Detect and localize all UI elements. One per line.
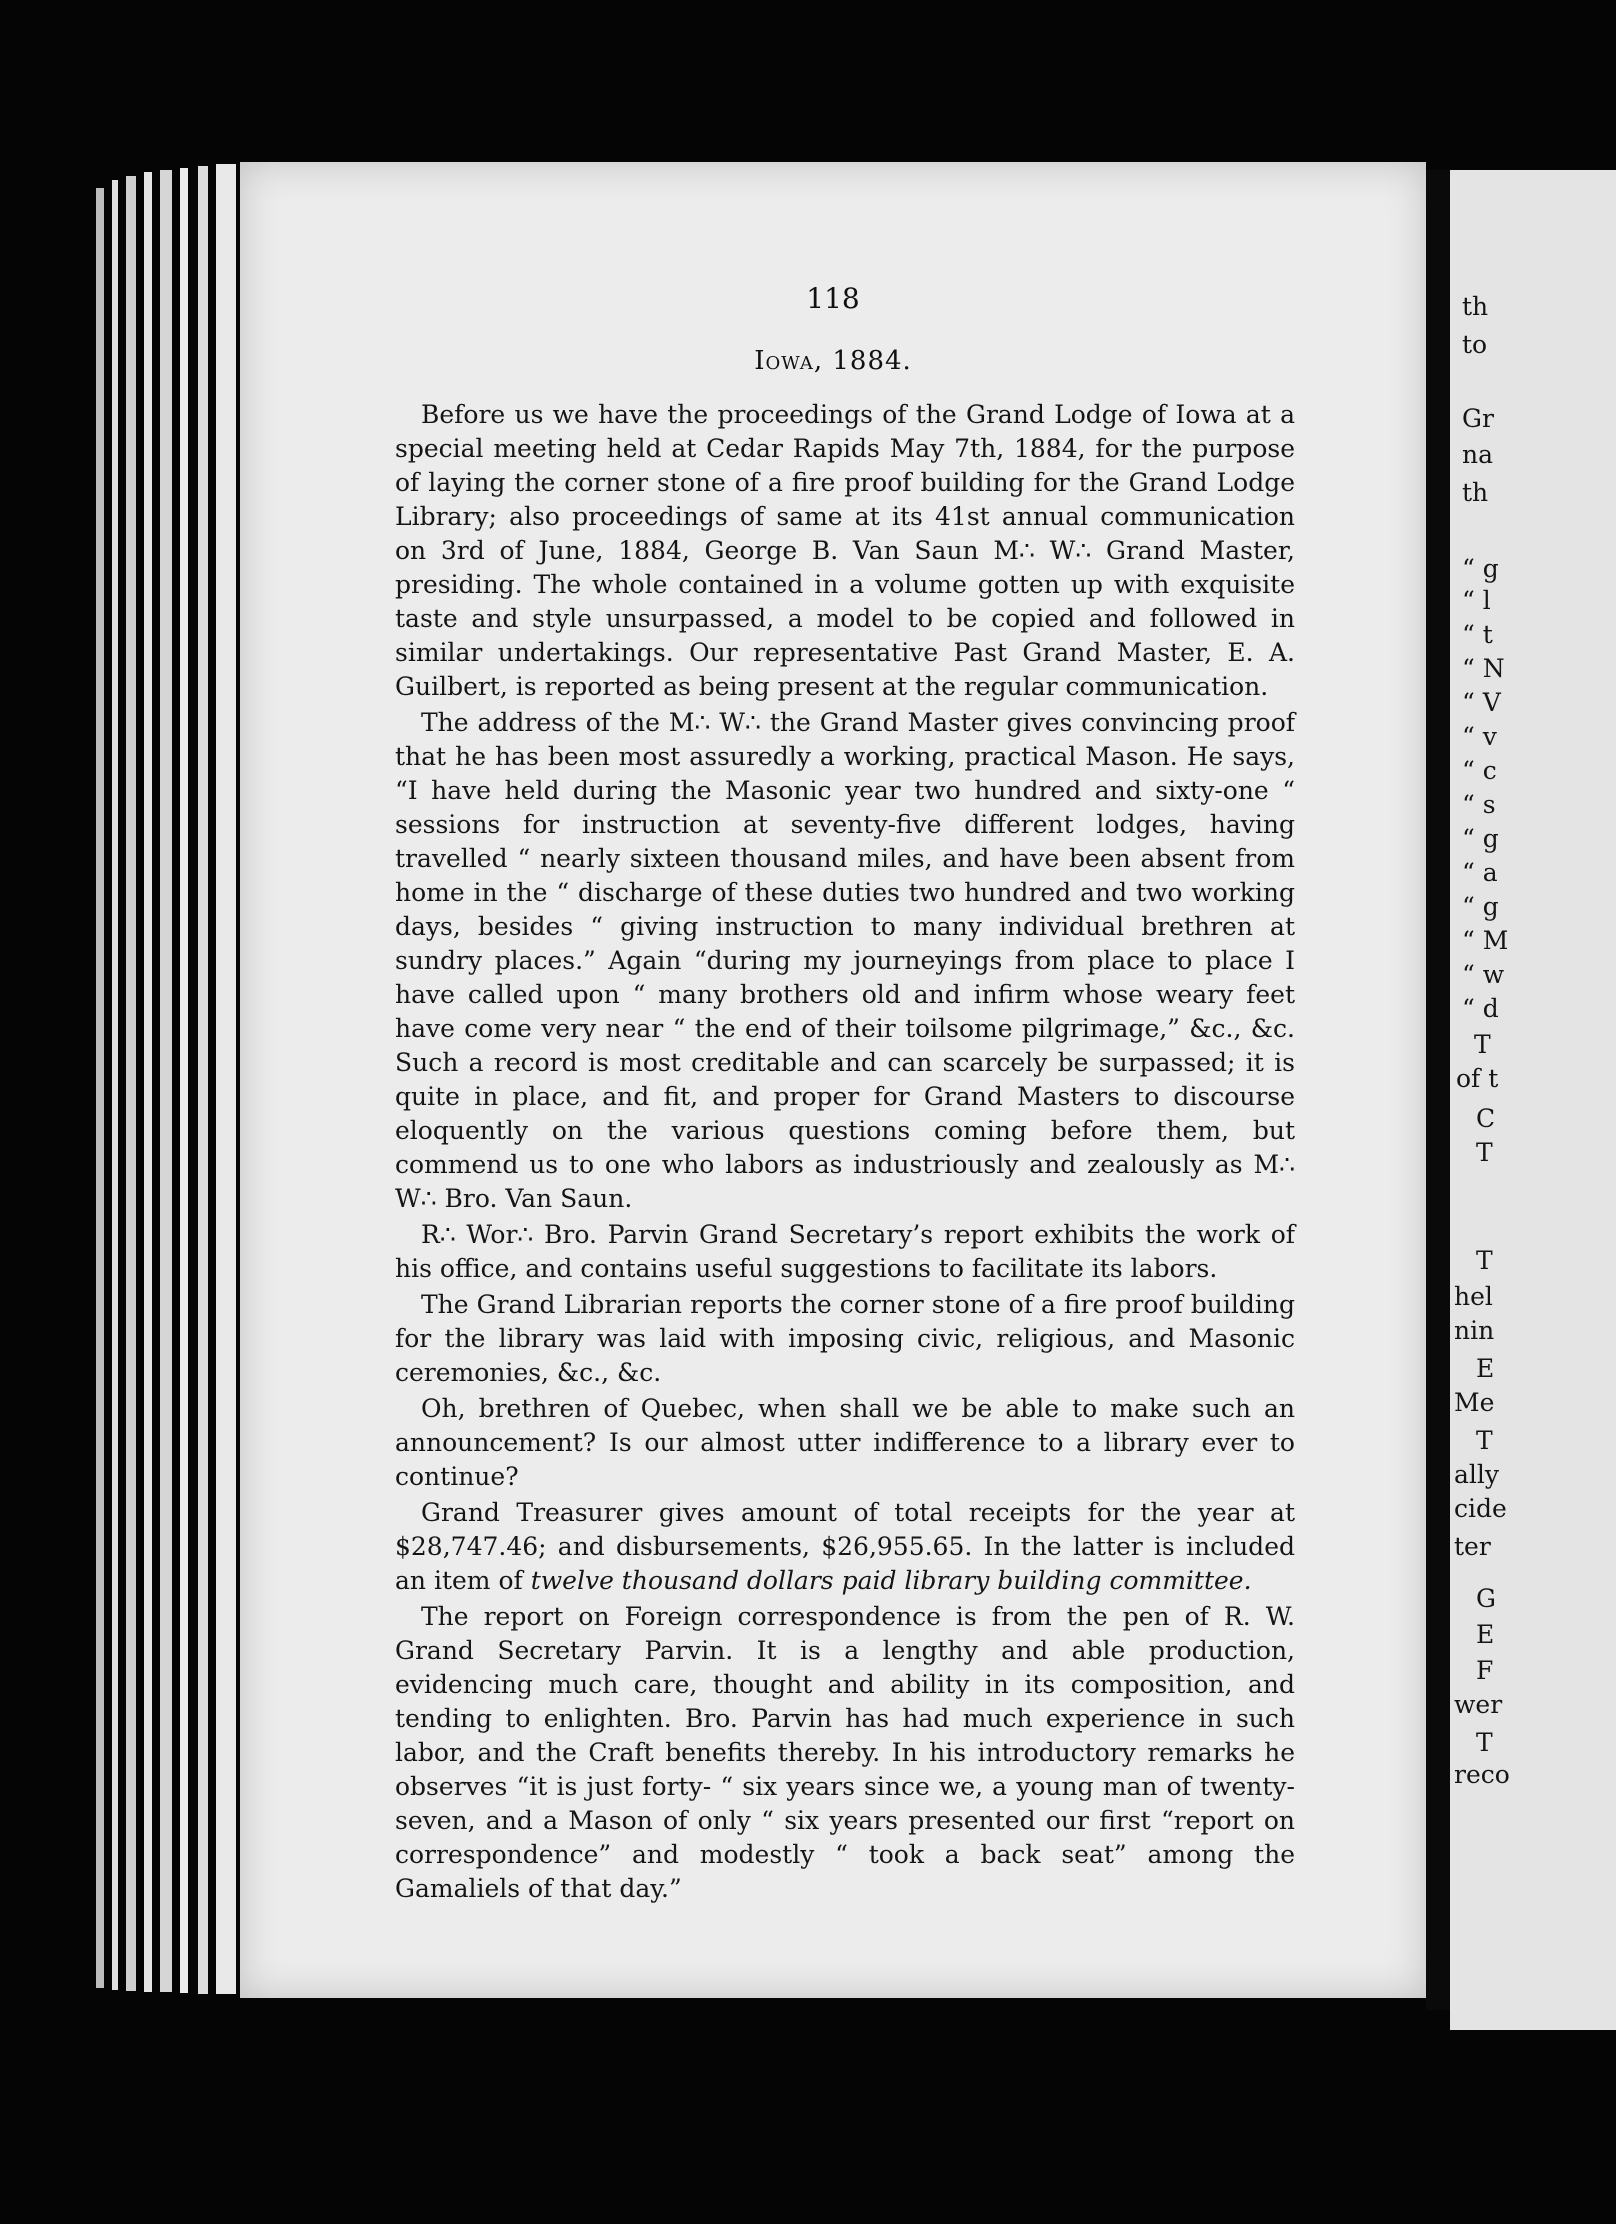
paragraph — [395, 1496, 1295, 1598]
body-text — [395, 398, 1295, 1908]
facing-page-fragment: C — [1476, 1104, 1496, 1133]
facing-page-fragment: ter — [1454, 1532, 1491, 1561]
facing-page-fragment: “ w — [1462, 960, 1505, 989]
facing-page-fragment: “ d — [1462, 994, 1499, 1023]
page-edge — [126, 176, 136, 1991]
paragraph: Oh, brethren of Quebec, when shall we be able to make such an announcement? Is our almost utter indifference to a library ever to continue? — [395, 1394, 1295, 1491]
facing-page-fragment: T — [1476, 1138, 1493, 1167]
facing-page-fragment: “ g — [1462, 824, 1499, 853]
facing-page-fragment: “ v — [1462, 722, 1497, 751]
facing-page-fragment: “ V — [1462, 688, 1501, 717]
facing-page-fragment: F — [1476, 1656, 1494, 1685]
paragraph: R∴ Wor∴ Bro. Parvin Grand Secretary’s report exhibits the work of his office, and contains useful suggestions to facilitate its labors. — [395, 1220, 1295, 1283]
page-edge — [160, 170, 172, 1992]
book-page — [240, 162, 1426, 1998]
facing-page — [1450, 170, 1616, 2030]
facing-page-fragment: “ t — [1462, 620, 1493, 649]
facing-page-fragment: E — [1476, 1620, 1495, 1649]
facing-page-fragment: G — [1476, 1584, 1496, 1613]
facing-page-fragment: nin — [1454, 1316, 1495, 1345]
facing-page-fragment: reco — [1454, 1760, 1510, 1789]
page-edge — [180, 168, 188, 1993]
facing-page-fragment: T — [1474, 1030, 1491, 1059]
facing-page-fragment: ally — [1454, 1460, 1500, 1489]
facing-page-fragment: T — [1476, 1426, 1493, 1455]
page-number: 118 — [806, 282, 860, 315]
facing-page-fragment: E — [1476, 1354, 1495, 1383]
paragraph: The report on Foreign correspondence is from the pen of R. W. Grand Secretary Parvin. It is a lengthy and able production, evidencing much care, thought and ability in its composition, and tending to enlighten. Bro. Parvin has had much experience in such labor, and the Craft benefits thereby. In his introductory remarks he observes “it is just forty- “ six years since we, a young man of twenty-seven, and a Mason of only “ six years presented our first “report on correspondence” and modestly “ took a back seat” among the Gamaliels of that day.” — [395, 1602, 1295, 1903]
page-edge — [112, 180, 118, 1990]
facing-page-fragment: “ M — [1462, 926, 1509, 955]
facing-page-fragment: “ a — [1462, 858, 1498, 887]
facing-page-fragment: “ g — [1462, 892, 1499, 921]
page-edge — [144, 172, 152, 1992]
facing-page-fragment: to — [1462, 330, 1488, 359]
facing-page-fragment: th — [1462, 478, 1489, 507]
heading-state: Iowa — [754, 346, 814, 376]
book-gutter — [1426, 170, 1450, 2010]
facing-page-fragment: “ g — [1462, 554, 1499, 583]
italic-phrase: twelve thousand dollars paid library building committee. — [530, 1566, 1252, 1595]
facing-page-fragment: th — [1462, 292, 1489, 321]
facing-page-fragment: “ s — [1462, 790, 1496, 819]
facing-page-fragment: T — [1476, 1728, 1493, 1757]
facing-page-fragment: T — [1476, 1246, 1493, 1275]
facing-page-fragment: of t — [1456, 1064, 1499, 1093]
page-edge — [96, 188, 104, 1988]
facing-page-fragment: wer — [1454, 1690, 1503, 1719]
paragraph-text: Grand Treasurer gives amount of total receipts for the year at $28,747.46; and disbursements, $26,955.65. In the latter is included an item of — [395, 1498, 1295, 1595]
page-edge — [198, 166, 208, 1994]
facing-page-fragment: cide — [1454, 1494, 1507, 1523]
facing-page-fragment: “ c — [1462, 756, 1497, 785]
facing-page-fragment: Me — [1454, 1388, 1495, 1417]
facing-page-fragment: “ l — [1462, 586, 1491, 615]
page-edge — [216, 164, 236, 1994]
facing-page-fragment: “ N — [1462, 654, 1505, 683]
facing-page-fragment: hel — [1454, 1282, 1493, 1311]
paragraph: The address of the M∴ W∴ the Grand Master gives convincing proof that he has been most assuredly a working, practical Mason. He says, “I have held during the Masonic year two hundred and sixty-one “ sessions for instruction at seventy-five different lodges, having travelled “ nearly sixteen thousand miles, and have been absent from home in the “ discharge of these duties two hundred and two working days, besides “ giving instruction to many individual brethren at sundry places.” Again “during my journeyings from place to place I have called upon “ many brothers old and infirm whose weary feet have come very near “ the end of their toilsome pilgrimage,” &c., &c. Such a record is most creditable and can scarcely be surpassed; it is quite in place, and fit, and proper for Grand Masters to discourse eloquently on the various questions coming before them, but commend us to one who labors as industriously and zealously as M∴ W∴ Bro. Van Saun. — [395, 708, 1295, 1213]
facing-page-fragment: Gr — [1462, 404, 1494, 433]
section-heading — [240, 346, 1426, 376]
paragraph: The Grand Librarian reports the corner stone of a fire proof building for the library was laid with imposing civic, religious, and Masonic ceremonies, &c., &c. — [395, 1290, 1295, 1387]
heading-year: , 1884. — [813, 346, 912, 376]
paragraph: Before us we have the proceedings of the Grand Lodge of Iowa at a special meeting held at Cedar Rapids May 7th, 1884, for the purpose of laying the corner stone of a fire proof building for the Grand Lodge Library; also proceedings of same at its 41st annual communication on 3rd of June, 1884, George B. Van Saun M∴ W∴ Grand Master, presiding. The whole contained in a volume gotten up with exquisite taste and style unsurpassed, a model to be copied and followed in similar undertakings. Our representative Past Grand Master, E. A. Guilbert, is reported as being present at the regular communication. — [395, 400, 1295, 701]
facing-page-fragment: na — [1462, 440, 1494, 469]
